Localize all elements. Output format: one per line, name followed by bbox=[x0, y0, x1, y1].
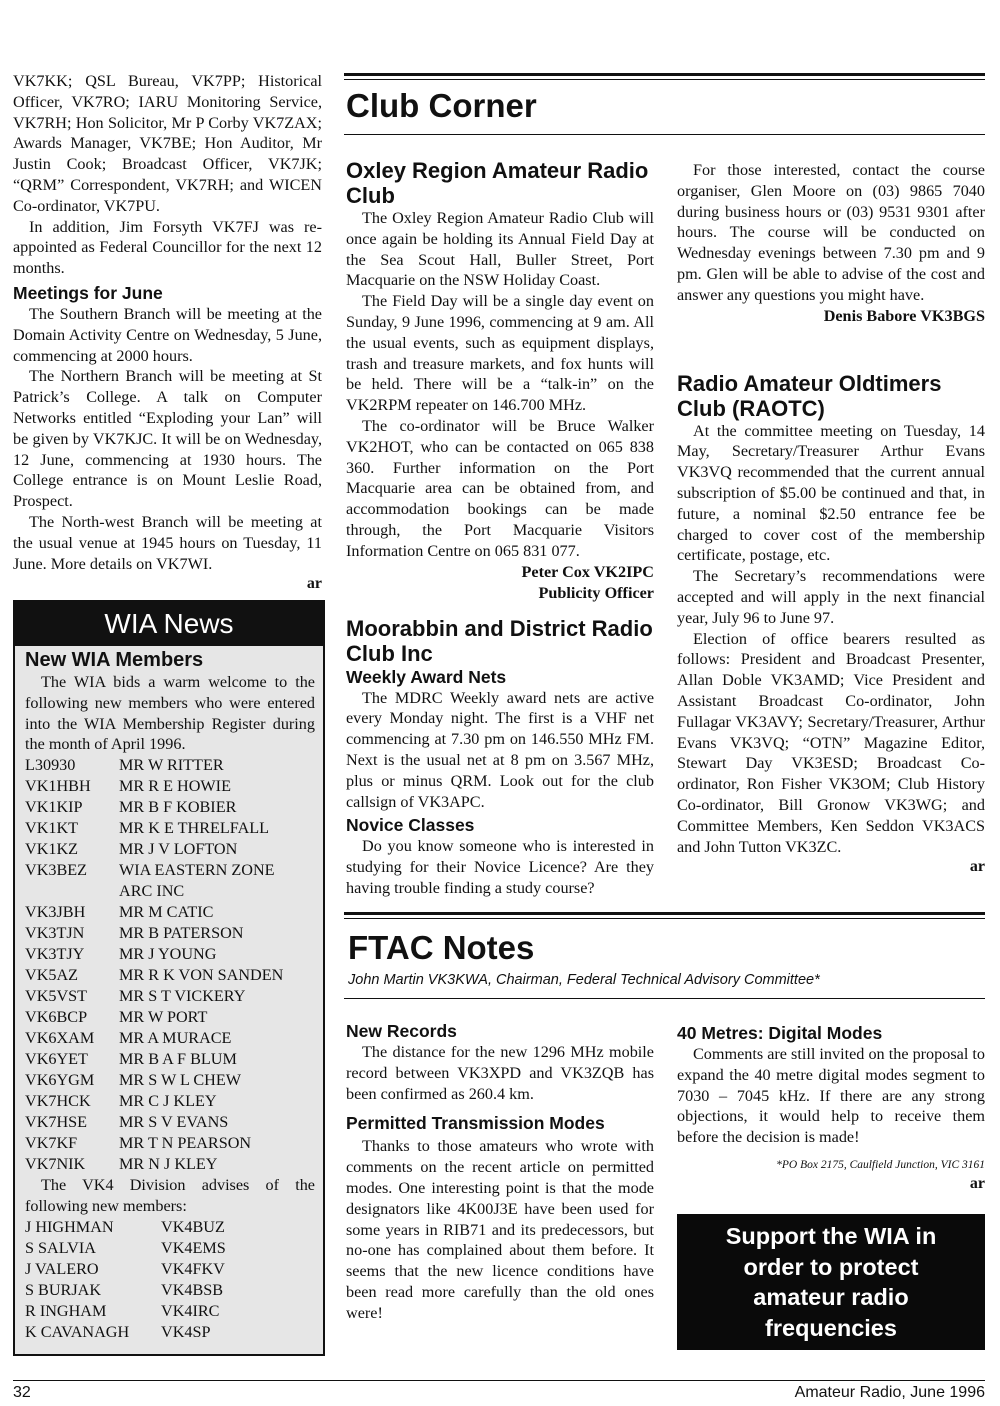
member-row bbox=[25, 1133, 315, 1154]
end-mark: ar bbox=[306, 575, 322, 593]
member-name: MR W RITTER bbox=[119, 756, 224, 775]
vk4-member-row bbox=[25, 1238, 315, 1259]
member-row bbox=[25, 1154, 315, 1175]
member-callsign: VK6BCP bbox=[25, 1008, 88, 1027]
member-name: MR B A F BLUM bbox=[119, 1050, 237, 1069]
support-wia-banner bbox=[677, 1214, 985, 1350]
member-row bbox=[25, 1049, 315, 1070]
ftac-byline: John Martin VK3KWA, Chairman, Federal Technical Advisory Committee* bbox=[348, 972, 820, 988]
vk4-member-list bbox=[25, 1217, 315, 1343]
member-name: MR M CATIC bbox=[119, 903, 214, 922]
member-callsign: VK5VST bbox=[25, 987, 88, 1006]
novice-classes-heading: Novice Classes bbox=[346, 815, 475, 836]
paragraph: The Field Day will be a single day event on Sunday, 9 June 1996, commencing at 9 am. All the usual events, such as equipment displays, trash and treasure markets, and fox hunts will be held. There will be a “talk-in” on the VK2RPM repeater on 146.700 MHz. bbox=[346, 292, 654, 415]
member-callsign: VK6YET bbox=[25, 1050, 88, 1069]
member-row bbox=[25, 860, 315, 881]
member-name: MR A MURACE bbox=[119, 1029, 232, 1048]
member-callsign: VK7NIK bbox=[25, 1155, 86, 1174]
support-text: Support the WIA in order to protect amateur radio frequencies bbox=[725, 1223, 937, 1341]
member-name: WIA EASTERN ZONE bbox=[119, 861, 275, 880]
member-callsign: VK3BEZ bbox=[25, 861, 88, 880]
club-corner-col2 bbox=[677, 160, 985, 877]
paragraph: The distance for the new 1296 MHz mobile record between VK3XPD and VK3ZQB has been confirmed as 260.4 km. bbox=[346, 1043, 654, 1103]
member-callsign: VK7HSE bbox=[25, 1113, 88, 1132]
member-name: MR J YOUNG bbox=[119, 945, 217, 964]
club-corner-title: Club Corner bbox=[346, 87, 537, 124]
member-name: ARC INC bbox=[119, 882, 185, 901]
member-row bbox=[25, 818, 315, 839]
paragraph: In addition, Jim Forsyth VK7FJ was re-appointed as Federal Councillor for the next 12 months. bbox=[13, 217, 322, 278]
weekly-award-nets-heading: Weekly Award Nets bbox=[346, 666, 507, 687]
wia-news-title: WIA News bbox=[15, 602, 323, 646]
paragraph: Do you know someone who is interested in studying for their Novice Licence? Are they having trouble finding a study course? bbox=[346, 837, 654, 897]
footnote: *PO Box 2175, Caulfield Junction, VIC 3161 bbox=[776, 1158, 985, 1171]
member-row bbox=[25, 1070, 315, 1091]
member-callsign: VK4IRC bbox=[161, 1301, 220, 1320]
publication-name: Amateur Radio, June 1996 bbox=[794, 1384, 985, 1401]
member-row bbox=[25, 1112, 315, 1133]
member-row bbox=[25, 881, 315, 902]
member-name: MR W PORT bbox=[119, 1008, 208, 1027]
member-row bbox=[25, 755, 315, 776]
paragraph: Election of office bearers resulted as follows: President and Broadcast Presenter, Allan Doble VK3AMD; Vice President and Assistant Broadcast Co-ordinator, John Fullagar VK3AVY; Secretary/Treasurer, Arthur Evans VK3VQ; “OTN” Magazine Editor, Stewart Day VK3ESD; Broadcast Co-ordinator, Ron Fisher VK3OM; Club History Co-ordinator, Bill Gronow VK3WG; and Committee Members, Ken Seddon VK3ACS and John Tutton VK3ZC. bbox=[677, 629, 985, 856]
member-row bbox=[25, 776, 315, 797]
paragraph: Comments are still invited on the proposal to expand the 40 metre digital modes segment to 7030 – 7045 kHz. If there are any strong objections, it would help to receive them before the decision is made! bbox=[677, 1045, 985, 1147]
permitted-modes-heading: Permitted Transmission Modes bbox=[346, 1113, 605, 1134]
member-callsign: VK1HBH bbox=[25, 777, 91, 796]
ftac-title: FTAC Notes bbox=[348, 929, 535, 966]
vk4-member-row bbox=[25, 1280, 315, 1301]
left-column bbox=[13, 71, 322, 594]
digital-modes-heading: 40 Metres: Digital Modes bbox=[677, 1023, 883, 1043]
paragraph: The Secretary’s recommendations were accepted and will apply in the next financial year, July 96 to June 97. bbox=[677, 567, 985, 627]
member-list bbox=[25, 755, 315, 1175]
new-members-heading: New WIA Members bbox=[25, 649, 204, 671]
member-row bbox=[25, 1091, 315, 1112]
member-name: MR B PATERSON bbox=[119, 924, 244, 943]
vk4-member-row bbox=[25, 1217, 315, 1238]
member-callsign: VK3TJY bbox=[25, 945, 85, 964]
paragraph: VK7KK; QSL Bureau, VK7PP; Historical Officer, VK7RO; IARU Monitoring Service, VK7RH; Hon Solicitor, Mr P Corby VK7ZAX; Awards Manager, VK7BE; Hon Auditor, Mr Justin Cook; Broadcast Officer, VK7JK; “QRM” Correspondent, VK7RH; and WICEN Co-ordinator, VK7PU. bbox=[13, 72, 322, 215]
paragraph: The WIA bids a warm welcome to the following new members who were entered into the WIA Membership Register during the month of April 1996. bbox=[25, 673, 315, 754]
vk4-member-row bbox=[25, 1322, 315, 1343]
wia-news-box bbox=[13, 600, 325, 1356]
vk4-member-row bbox=[25, 1259, 315, 1280]
member-row bbox=[25, 1007, 315, 1028]
member-row bbox=[25, 1028, 315, 1049]
member-name: S BURJAK bbox=[25, 1280, 102, 1299]
member-callsign: VK4SP bbox=[161, 1322, 211, 1341]
member-row bbox=[25, 944, 315, 965]
paragraph: The co-ordinator will be Bruce Walker VK2HOT, who can be contacted on 065 838 360. Further information on the Port Macquarie area can be obtained from, and accommodation bookings can be made through, the Port Macquarie Visitors Information Centre on 065 831 077. bbox=[346, 416, 654, 560]
end-mark: ar bbox=[969, 858, 985, 876]
member-name: MR S W L CHEW bbox=[119, 1071, 242, 1090]
ftac-rule-thin bbox=[344, 918, 985, 919]
member-name: MR N J KLEY bbox=[119, 1155, 218, 1174]
member-name: MR B F KOBIER bbox=[119, 798, 237, 817]
member-name: MR R K VON SANDEN bbox=[119, 966, 284, 985]
member-name: MR K E THRELFALL bbox=[119, 819, 270, 838]
member-callsign: VK7HCK bbox=[25, 1092, 91, 1111]
member-callsign: VK3TJN bbox=[25, 924, 85, 943]
page-number: 32 bbox=[13, 1384, 31, 1401]
member-callsign: L30930 bbox=[25, 756, 76, 775]
member-name: R INGHAM bbox=[25, 1301, 107, 1320]
signature-name: Denis Babore VK3BGS bbox=[823, 306, 985, 325]
member-row bbox=[25, 965, 315, 986]
member-row bbox=[25, 902, 315, 923]
member-row bbox=[25, 923, 315, 944]
member-name: MR S V EVANS bbox=[119, 1113, 229, 1132]
member-name: MR J V LOFTON bbox=[119, 840, 238, 859]
paragraph: The Oxley Region Amateur Radio Club will once again be holding its Annual Field Day at the Sea Scout Hall, Buller Street, Port Macquarie on the NSW Holiday Coast. bbox=[346, 209, 654, 290]
member-name: K CAVANAGH bbox=[25, 1322, 130, 1341]
member-name: S SALVIA bbox=[25, 1238, 96, 1257]
top-rule bbox=[344, 73, 985, 76]
new-records-heading: New Records bbox=[346, 1021, 457, 1041]
byline-underline bbox=[344, 998, 985, 999]
paragraph: Thanks to those amateurs who wrote with comments on the recent article on permitted modes. One interesting point is that the mode designators like 4K00J3E have been used for some years in RIB71 and its predecessors, but no-one has complained about them before. It seems that the new licence conditions have been read more carefully than the old ones were! bbox=[346, 1137, 654, 1322]
member-name: MR C J KLEY bbox=[119, 1092, 217, 1111]
member-callsign: VK5AZ bbox=[25, 966, 79, 985]
paragraph: The Southern Branch will be meeting at the Domain Activity Centre on Wednesday, 5 June, commencing at 2000 hours. bbox=[13, 304, 322, 365]
member-callsign: VK1KIP bbox=[25, 798, 83, 817]
end-mark: ar bbox=[969, 1174, 985, 1192]
oxley-heading: Oxley Region Amateur Radio Club bbox=[346, 158, 649, 208]
paragraph: The VK4 Division advises of the following new members: bbox=[25, 1176, 315, 1215]
vk4-member-row bbox=[25, 1301, 315, 1322]
member-callsign bbox=[25, 881, 119, 902]
member-name: MR S T VICKERY bbox=[119, 987, 246, 1006]
paragraph: At the committee meeting on Tuesday, 14 May, Secretary/Treasurer Arthur Evans VK3VQ recommended that the current annual subscription of $5.00 be continued and that, in future, a nominal $2.50 entrance fee be charged to cover cost of the membership certificate, postage, etc. bbox=[677, 421, 985, 565]
ftac-col2 bbox=[677, 1022, 985, 1194]
member-callsign: VK6XAM bbox=[25, 1029, 95, 1048]
member-name: J VALERO bbox=[25, 1259, 99, 1278]
member-name: J HIGHMAN bbox=[25, 1217, 114, 1236]
footer-rule bbox=[13, 1380, 985, 1381]
member-callsign: VK7KF bbox=[25, 1134, 78, 1153]
member-row bbox=[25, 986, 315, 1007]
member-row bbox=[25, 839, 315, 860]
raotc-heading: Radio Amateur Oldtimers Club (RAOTC) bbox=[677, 370, 942, 421]
member-callsign: VK4BSB bbox=[161, 1280, 224, 1299]
signature-role: Publicity Officer bbox=[538, 583, 654, 602]
member-callsign: VK4BUZ bbox=[161, 1217, 225, 1236]
member-callsign: VK4EMS bbox=[161, 1238, 226, 1257]
ftac-col1 bbox=[346, 1020, 654, 1324]
member-callsign: VK4FKV bbox=[161, 1259, 225, 1278]
club-corner-col1 bbox=[346, 158, 654, 899]
signature-name: Peter Cox VK2IPC bbox=[521, 562, 654, 581]
member-callsign: VK3JBH bbox=[25, 903, 86, 922]
moorabbin-heading: Moorabbin and District Radio Club Inc bbox=[346, 615, 653, 666]
member-callsign: VK1KZ bbox=[25, 840, 79, 859]
section-heading-meetings: Meetings for June bbox=[13, 282, 163, 303]
member-name: MR R E HOWIE bbox=[119, 777, 231, 796]
ftac-rule bbox=[344, 912, 985, 915]
paragraph: The Northern Branch will be meeting at St Patrick’s College. A talk on Computer Networks entitled “Exploding your Lan” will be given by VK7KJC. It will be on Wednesday, 12 June, commencing at 1930 hours. The College entrance is on Mount Leslie Road, Prospect. bbox=[13, 367, 322, 511]
paragraph: The North-west Branch will be meeting at the usual venue at 1945 hours on Tuesday, 11 June. More details on VK7WI. bbox=[13, 512, 322, 573]
member-row bbox=[25, 797, 315, 818]
title-underline bbox=[344, 134, 985, 135]
top-rule-thin bbox=[344, 79, 985, 80]
member-callsign: VK6YGM bbox=[25, 1071, 95, 1090]
member-callsign: VK1KT bbox=[25, 819, 79, 838]
member-name: MR T N PEARSON bbox=[119, 1134, 252, 1153]
paragraph: For those interested, contact the course organiser, Glen Moore on (03) 9865 7040 during business hours or (03) 9531 9301 after hours. The course will be conducted on Wednesday evenings between 7.30 pm and 9 pm. Glen will be able to advise of the cost and answer any questions you might have. bbox=[677, 161, 985, 304]
paragraph: The MDRC Weekly award nets are active every Monday night. The first is a VHF net commencing at 7.30 pm on 146.550 MHz FM. Next is the usual net at 8 pm on 3.567 MHz, plus or minus QRM. Look out for the club callsign of VK3APC. bbox=[346, 688, 654, 811]
